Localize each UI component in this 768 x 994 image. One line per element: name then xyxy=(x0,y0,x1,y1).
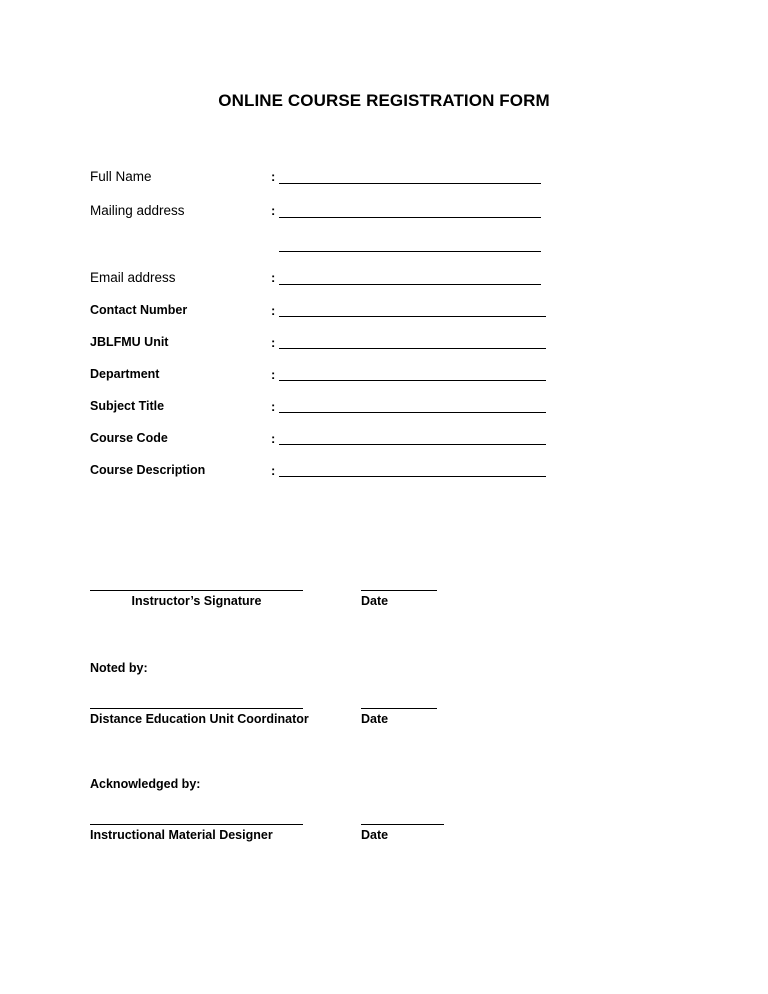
instructor-signature-label: Instructor’s Signature xyxy=(131,594,262,608)
coordinator-signature-line[interactable] xyxy=(90,708,303,709)
mailing-address-input-line-2[interactable] xyxy=(279,251,541,252)
contact-number-input-line[interactable] xyxy=(279,316,546,317)
field-label-course-description: Course Description xyxy=(90,463,206,477)
coordinator-date-line[interactable] xyxy=(361,708,437,709)
department-input-line[interactable] xyxy=(279,380,546,381)
designer-date-label: Date xyxy=(361,828,389,842)
field-label-department: Department xyxy=(90,367,160,381)
jblfmu-unit-input-line[interactable] xyxy=(279,348,546,349)
course-description-input-line[interactable] xyxy=(279,476,546,477)
coordinator-signature-label: Distance Education Unit Coordinator xyxy=(90,712,309,726)
designer-date-line[interactable] xyxy=(361,824,444,825)
field-label-subject-title: Subject Title xyxy=(90,399,165,413)
designer-signature-label: Instructional Material Designer xyxy=(90,828,273,842)
field-colon: : xyxy=(271,463,276,478)
field-label-email-address: Email address xyxy=(90,270,176,285)
form-title: ONLINE COURSE REGISTRATION FORM xyxy=(218,91,550,110)
designer-signature-line[interactable] xyxy=(90,824,303,825)
course-code-input-line[interactable] xyxy=(279,444,546,445)
subject-title-input-line[interactable] xyxy=(279,412,546,413)
noted-by-label: Noted by: xyxy=(90,661,148,675)
field-label-contact-number: Contact Number xyxy=(90,303,188,317)
field-colon: : xyxy=(271,270,276,285)
field-colon: : xyxy=(271,431,276,446)
field-label-course-code: Course Code xyxy=(90,431,168,445)
coordinator-date-label: Date xyxy=(361,712,389,726)
field-label-jblfmu-unit: JBLFMU Unit xyxy=(90,335,169,349)
email-address-input-line[interactable] xyxy=(279,284,541,285)
field-colon: : xyxy=(271,367,276,382)
full-name-input-line[interactable] xyxy=(279,183,541,184)
field-colon: : xyxy=(271,203,276,218)
field-colon: : xyxy=(271,169,276,184)
acknowledged-by-label: Acknowledged by: xyxy=(90,777,201,791)
instructor-date-line[interactable] xyxy=(361,590,437,591)
field-colon: : xyxy=(271,399,276,414)
field-label-mailing-address: Mailing address xyxy=(90,203,185,218)
field-label-full-name: Full Name xyxy=(90,169,152,184)
instructor-date-label: Date xyxy=(361,594,389,608)
mailing-address-input-line[interactable] xyxy=(279,217,541,218)
field-colon: : xyxy=(271,335,276,350)
instructor-signature-line[interactable] xyxy=(90,590,303,591)
field-colon: : xyxy=(271,303,276,318)
